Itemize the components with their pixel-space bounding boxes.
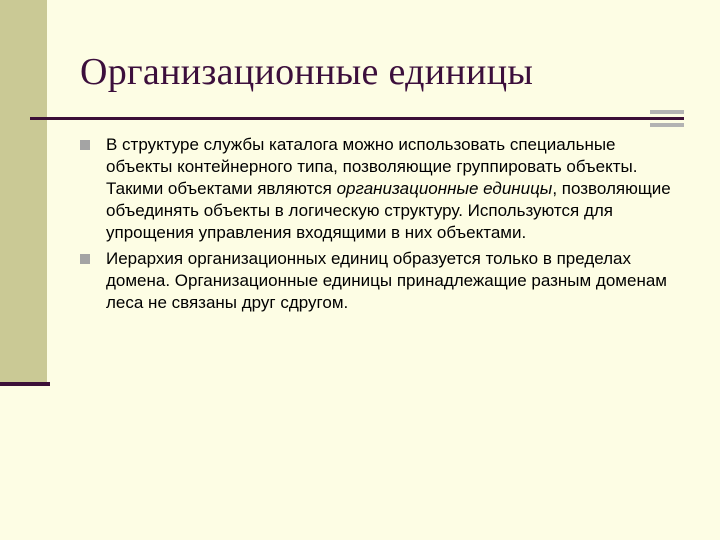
bullet-item bbox=[80, 248, 680, 314]
square-bullet-icon bbox=[80, 254, 90, 264]
bullet-text bbox=[106, 134, 680, 244]
bullet-text: Иерархия организационных единиц образуется только в пределах домена. Организационные единицы принадлежащие разным доменам леса не связаны друг сдругом. bbox=[106, 249, 667, 312]
title-rule-accent-bottom bbox=[650, 123, 684, 127]
title-divider bbox=[30, 117, 684, 120]
bullet-text-part: , позволяющие объединять объекты в логическую структуру. Используются для упрощения управления входящими в них объектами. bbox=[106, 179, 671, 242]
bullet-text-part: В структуре службы каталога можно использовать специальные объекты контейнерного типа, позволяющие группировать объекты. Такими объектами являются bbox=[106, 135, 638, 198]
square-bullet-icon bbox=[80, 140, 90, 150]
sidebar-bottom-line bbox=[0, 382, 50, 386]
slide-title: Организационные единицы bbox=[80, 51, 534, 93]
bullet-list bbox=[80, 134, 680, 318]
bullet-emphasis: организационные единицы bbox=[336, 179, 553, 198]
left-sidebar-band bbox=[0, 0, 47, 382]
bullet-item bbox=[80, 134, 680, 244]
title-rule-accent-top bbox=[650, 110, 684, 114]
